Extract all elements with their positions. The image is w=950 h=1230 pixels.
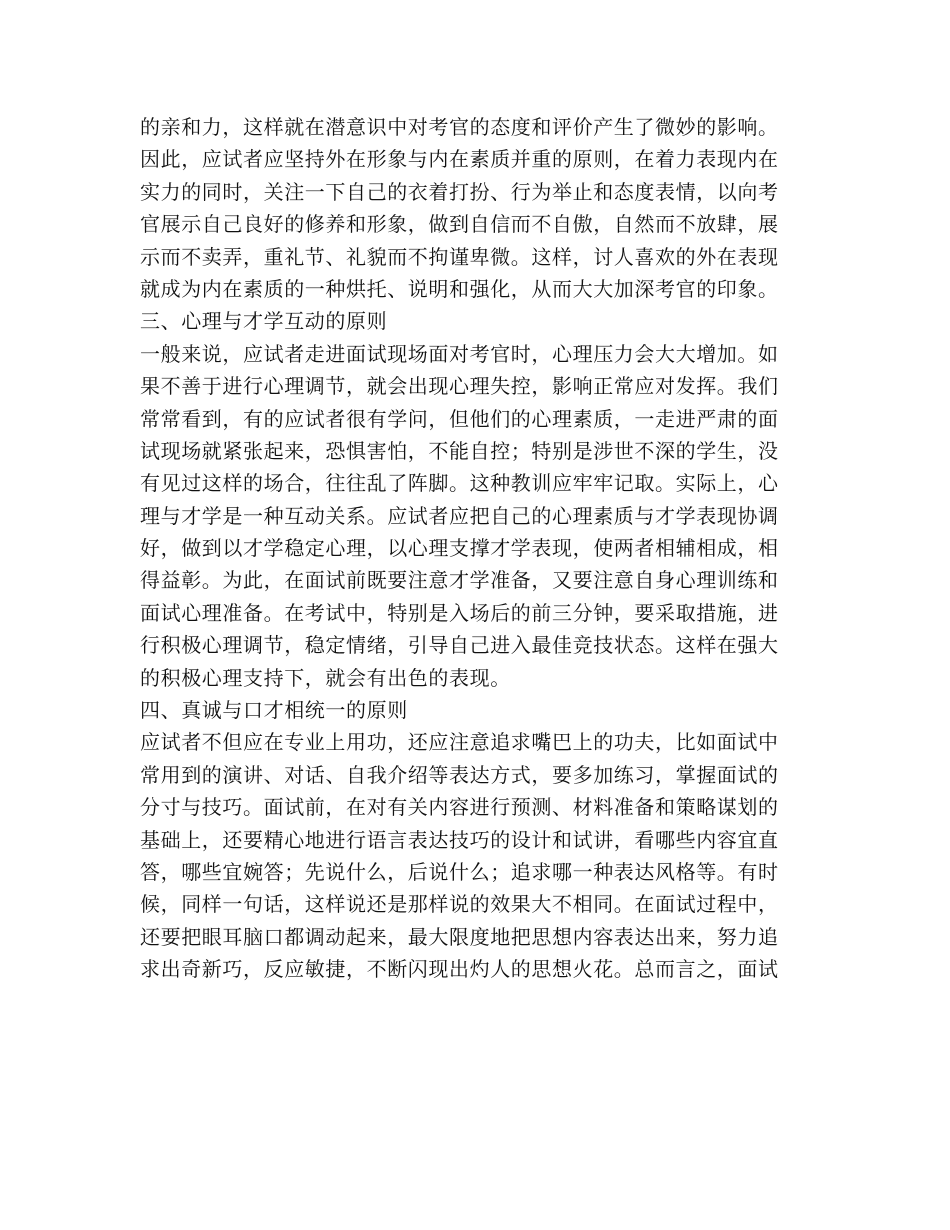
text-line: 常常看到，有的应试者很有学问，但他们的心理素质，一走进严肃的面 [140, 406, 779, 431]
text-line: 基础上，还要精心地进行语言表达技巧的设计和试讲，看哪些内容宜直 [140, 827, 779, 852]
text-line: 示而不卖弄，重礼节、礼貌而不拘谨卑微。这样，讨人喜欢的外在表现 [140, 244, 779, 269]
text-line: 求出奇新巧，反应敏捷，不断闪现出灼人的思想火花。总而言之，面试 [140, 957, 779, 982]
text-line: 常用到的演讲、对话、自我介绍等表达方式，要多加练习，掌握面试的 [140, 762, 779, 787]
document-body [140, 111, 820, 986]
text-line: 候，同样一句话，这样说还是那样说的效果大不相同。在面试过程中， [140, 892, 779, 917]
text-line: 应试者不但应在专业上用功，还应注意追求嘴巴上的功夫，比如面试中 [140, 730, 779, 755]
text-line: 得益彰。为此，在面试前既要注意才学准备，又要注意自身心理训练和 [140, 568, 779, 593]
text-line: 行积极心理调节，稳定情绪，引导自己进入最佳竞技状态。这样在强大 [140, 633, 779, 658]
text-line: 试现场就紧张起来，恐惧害怕，不能自控；特别是涉世不深的学生，没 [140, 438, 779, 463]
text-line: 分寸与技巧。面试前，在对有关内容进行预测、材料准备和策略谋划的 [140, 795, 779, 820]
text-line: 有见过这样的场合，往往乱了阵脚。这种教训应牢牢记取。实际上，心 [140, 471, 779, 496]
section-heading: 三、心理与才学互动的原则 [140, 309, 388, 334]
text-line: 理与才学是一种互动关系。应试者应把自己的心理素质与才学表现协调 [140, 503, 779, 528]
text-line: 好，做到以才学稳定心理，以心理支撑才学表现，使两者相辅相成，相 [140, 536, 779, 561]
text-line: 的积极心理支持下，就会有出色的表现。 [140, 665, 511, 690]
text-line: 就成为内在素质的一种烘托、说明和强化，从而大大加深考官的印象。 [140, 276, 779, 301]
text-line: 果不善于进行心理调节，就会出现心理失控，影响正常应对发挥。我们 [140, 374, 779, 399]
text-line: 面试心理准备。在考试中，特别是入场后的前三分钟，要采取措施，进 [140, 600, 779, 625]
text-line: 官展示自己良好的修养和形象，做到自信而不自傲，自然而不放肆，展 [140, 212, 779, 237]
text-line: 因此，应试者应坚持外在形象与内在素质并重的原则，在着力表现内在 [140, 147, 779, 172]
text-line: 还要把眼耳脑口都调动起来，最大限度地把思想内容表达出来，努力追 [140, 924, 779, 949]
text-line: 一般来说，应试者走进面试现场面对考官时，心理压力会大大增加。如 [140, 341, 779, 366]
section-heading: 四、真诚与口才相统一的原则 [140, 698, 408, 723]
text-line: 的亲和力，这样就在潜意识中对考官的态度和评价产生了微妙的影响。 [140, 115, 779, 139]
text-line: 答，哪些宜婉答；先说什么，后说什么；追求哪一种表达风格等。有时 [140, 859, 779, 884]
text-line: 实力的同时，关注一下自己的衣着打扮、行为举止和态度表情，以向考 [140, 179, 779, 204]
